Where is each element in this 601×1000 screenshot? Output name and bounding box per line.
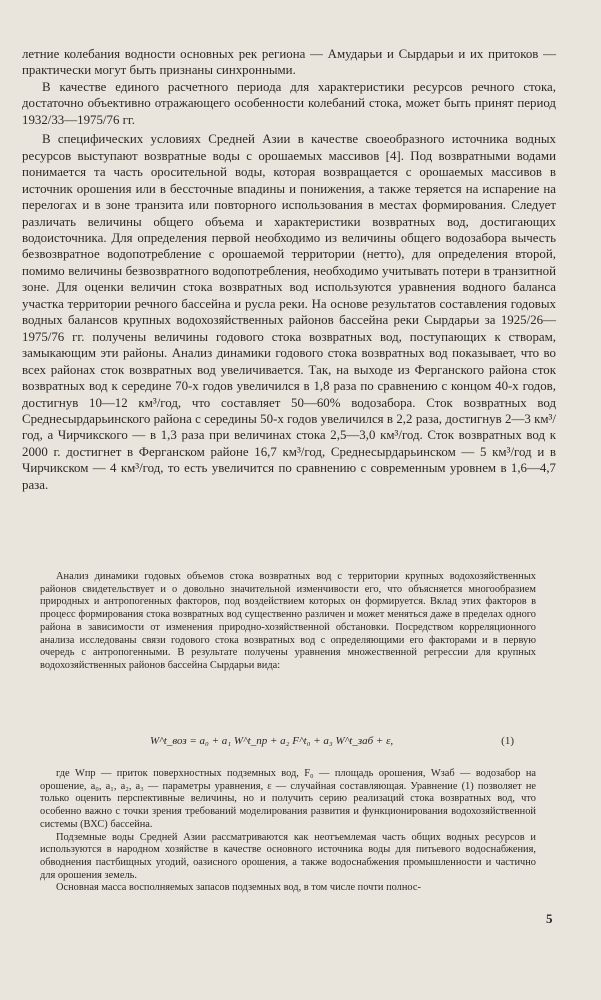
equation-expression: W^t_воз = a₀ + a₁ W^t_пр + a₂ F^t₀ + a₃ W^t_заб + ε, xyxy=(150,735,394,747)
page-number: 5 xyxy=(546,911,553,926)
paragraph-3: В специфических условиях Средней Азии в качестве своеобразного источника водных ресурсов выступают возвратные воды с орошаемых массивов [4]. Под возвратными водами понимается та часть оросительной воды, которая возвращается с орошаемых массивов в источник орошения или в бессточные впадины и понижения, а также теряется на испарение на перелогах и в зоне транзита или повторного использования в местах формирования. Следует различать величины общего объема и характеристики возвратных вод, достигающих водоисточника. Для определения первой необходимо из величины общего водозабора вычесть безвозвратное водопотребление с орошаемой территории (нетто), для определения второй, помимо величины безвозвратного водопотребления, необходимо учитывать потери в транзитной зоне. Для оценки величин стока возвратных вод используются уравнения водного баланса участка территории речного бассейна и русла реки. На основе результатов составления годовых водных балансов крупных водохозяйственных районов бассейна реки Сырдарьи за 1925/26—1975/76 гг. получены величины годового стока возвратных вод, поступающих к створам, замыкающим эти районы. Анализ динамики годового стока возвратных вод показывает, что во всех районах сток возвратных вод увеличивается. Так, на выходе из Ферганского района сток возвратных вод к середине 70-х годов увеличился в 1,8 раза по сравнению с концом 40-х годов, достигнув 10—12 км³/год, что составляет 50—60% водозабора. Сток возвратных вод Среднесырдарьинского района с середины 50-х годов увеличился в 2,2 раза, достигнув 2—3 км³/год, а Чирчикского — в 1,3 раза при величинах стока 2,5—3,0 км³/год. Сток возвратных вод к 2000 г. достигнет в Ферганском районе 16,7 км³/год, Среднесырдарьинском — 5 км³/год и в Чирчикском — 4 км³/год, то есть увеличится по сравнению с современным уровнем в 1,6—4,7 раза. xyxy=(22,132,556,492)
paragraph-4: Анализ динамики годовых объемов стока возвратных вод с территории крупных водохозяйственных районов свидетельствует и о довольно значительной изменчивости его, что объясняется многообразием природных и антропогенных факторов, под воздействием которых он формируется. Вклад этих факторов в процесс формирования стока возвратных вод существенно различен и может меняться даже в пределах одного района в зависимости от изменения природно-хозяйственной обстановки. Посредством корреляционного анализа исследованы связи годового стока возвратных вод с определяющими его факторами и в первую очередь с антропогенными. В результате получены уравнения множественной регрессии для крупных водохозяйственных районов бассейна Сырдарьи вида: xyxy=(40,571,536,671)
paragraph-6: Подземные воды Средней Азии рассматриваются как неотъемлемая часть общих водных ресурсов и используются в народном хозяйстве в качестве основного источника воды для питьевого водоснабжения, обводнения пастбищных угодий, оазисного орошения, а также водоснабжения промышленности и частично для орошения земель. xyxy=(40,831,536,881)
equation-1 xyxy=(40,735,536,757)
paragraph-7: Основная масса восполняемых запасов подземных вод, в том числе почти полнос- xyxy=(56,882,421,894)
main-text xyxy=(22,46,556,493)
paragraph-5: где Wпр — приток поверхностных подземных вод, F₀ — площадь орошения, Wзаб — водозабор на орошение, a₀, a₁, a₂, a₃ — параметры уравнения, ε — случайная составляющая. Уравнение (1) позволяет не только оценить перспективные величины, но и получить серию реализаций стока возвратных вод, что особенно важно с точки зрения требований моделирования развития и функционирования водохозяйственной системы (ВХС) бассейна. xyxy=(40,768,536,830)
equation-number: (1) xyxy=(501,735,514,747)
paragraph-2: В качестве единого расчетного периода для характеристики ресурсов речного стока, достаточно объективно отражающего особенности колебаний стока, может быть принят период 1932/33—1975/76 гг. xyxy=(22,79,556,127)
paragraph-1: летние колебания водности основных рек региона — Амударьи и Сырдарьи и их притоков — практически могут быть признаны синхронными. xyxy=(22,47,556,78)
small-text-block-2 xyxy=(40,768,536,895)
small-text-block xyxy=(40,571,536,673)
